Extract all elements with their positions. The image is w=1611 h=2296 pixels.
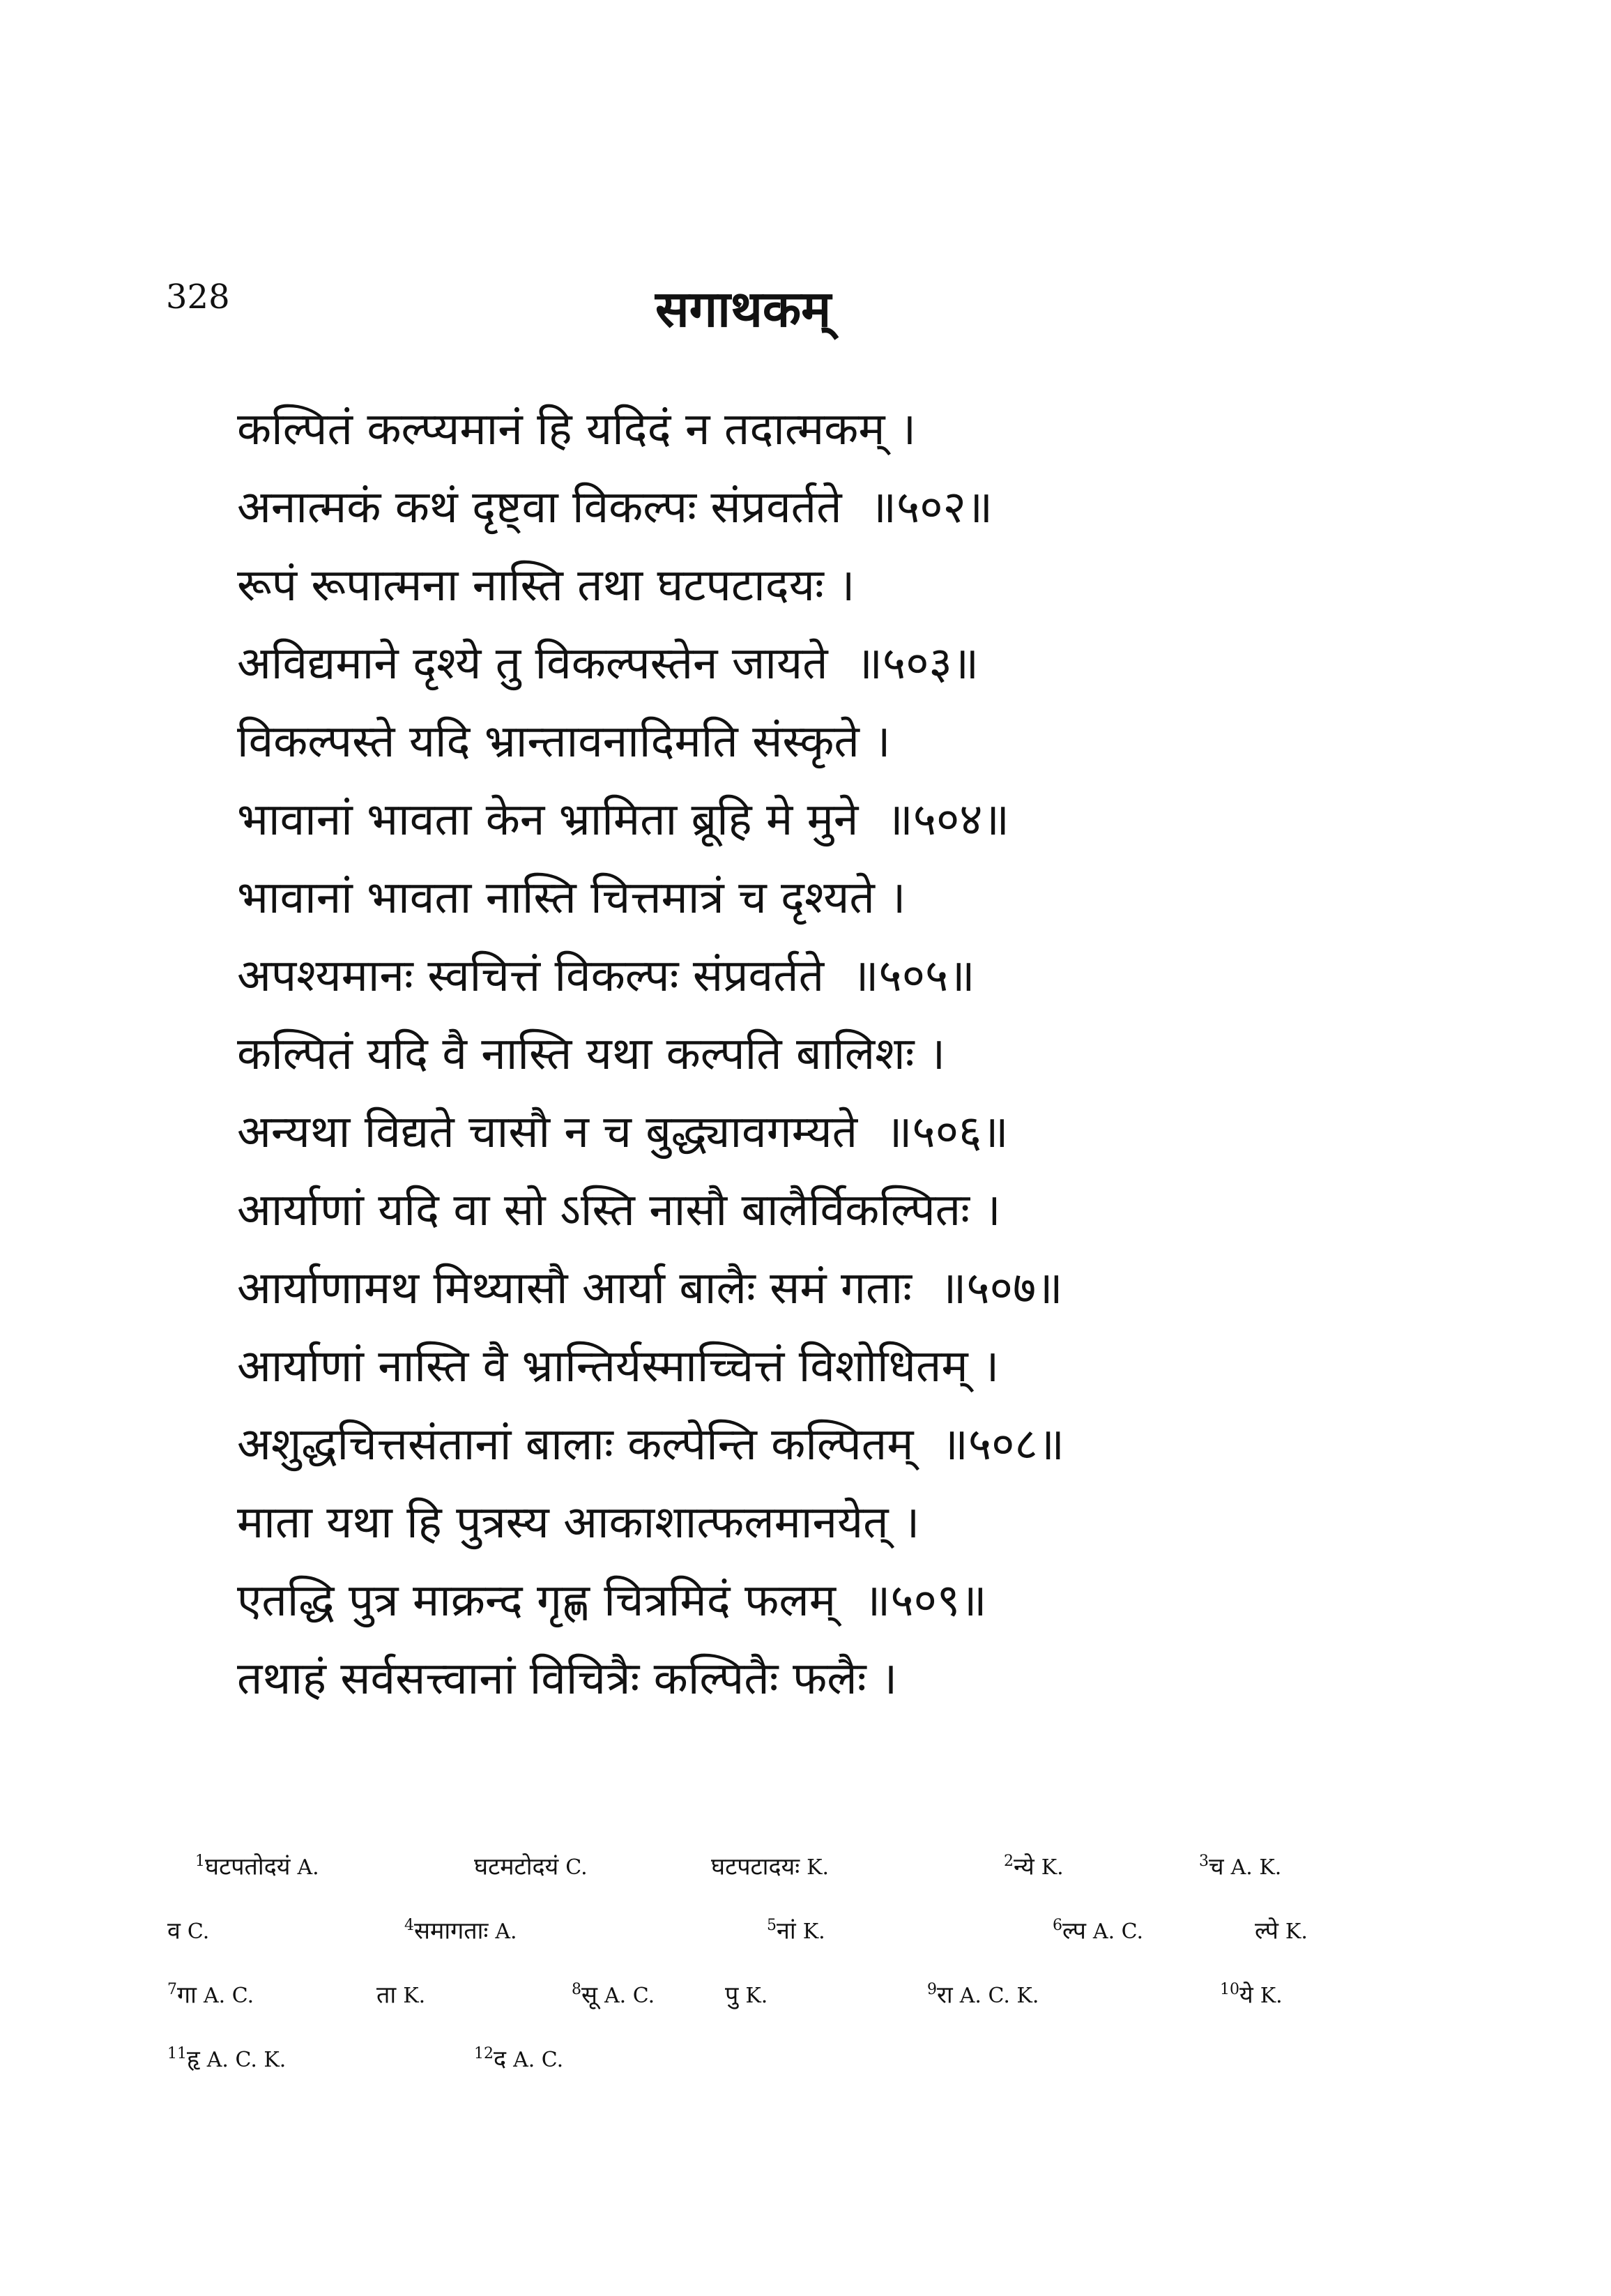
footnote-source: K. (1260, 1984, 1283, 2009)
footnote (167, 1905, 209, 1953)
footnote-source: K. (802, 1919, 825, 1945)
verse-line (237, 1406, 1436, 1484)
footnotes (167, 1841, 1352, 2097)
footnote-marker: 10 (1220, 1981, 1239, 1998)
verse-line (237, 1562, 1436, 1640)
footnote-source: A. C. (513, 2048, 564, 2073)
footnote (767, 1905, 825, 1953)
footnote-reading: ल्प (1062, 1917, 1086, 1945)
verse-text: कल्पितं कल्प्यमानं हि यदिदं न तदात्मकम् । (237, 404, 917, 455)
verse-line (237, 703, 1436, 781)
footnote (474, 2033, 563, 2081)
footnote-marker: 8 (572, 1981, 581, 1998)
footnote-source: K. (807, 1855, 830, 1880)
footnote (711, 1841, 829, 1889)
footnote (1004, 1841, 1064, 1889)
footnote-source: A. C. (604, 1984, 655, 2009)
verse-text: भावानां भावता केन भ्रामिता ब्रूहि मे मुने (237, 794, 859, 846)
verse-line (237, 469, 1436, 547)
verse-line (237, 625, 1436, 703)
footnote-source: K. (403, 1984, 426, 2009)
verse-number: ॥५०६॥ (885, 1107, 1009, 1158)
footnote-reading: घटपतोदयं (205, 1853, 291, 1881)
footnote (167, 1969, 254, 2017)
footnote-marker: 12 (474, 2045, 494, 2062)
footnote (1199, 1841, 1281, 1889)
footnote-reading: द (494, 2045, 507, 2074)
verse-text: एतद्धि पुत्र माक्रन्द गृह्ण चित्रमिदं फलम् (237, 1575, 837, 1627)
verse-text: अशुद्धचित्तसंतानां बालाः कल्पेन्ति कल्पितम् (237, 1419, 914, 1470)
footnote-source: C. (187, 1919, 210, 1945)
footnote-source: A. (495, 1919, 517, 1945)
verse-text: आर्याणामथ मिथ्यासौ आर्या बालैः समं गताः (237, 1263, 913, 1314)
footnote-source: K. (745, 1984, 768, 2009)
page-number: 328 (166, 278, 230, 317)
verse-line (237, 1328, 1436, 1406)
footnote-marker: 3 (1199, 1853, 1209, 1870)
footnote-reading: ये (1239, 1981, 1253, 2009)
verse-number: ॥५०४॥ (886, 794, 1009, 846)
verse-line (237, 390, 1436, 469)
verse-number: ॥५०७॥ (940, 1263, 1063, 1314)
verse-line (237, 781, 1436, 859)
footnote-line (167, 1905, 1352, 1969)
footnote (927, 1969, 1039, 2017)
verse-line (237, 1249, 1436, 1328)
footnote (725, 1969, 768, 2017)
footnote-source: A. K. (1230, 1855, 1282, 1880)
page-title: सगाथकम् (655, 280, 832, 338)
footnote-marker: 4 (404, 1917, 414, 1934)
verse-number: ॥५०३॥ (855, 638, 979, 690)
verse-text: माता यथा हि पुत्रस्य आकाशात्फलमानयेत् । (237, 1497, 920, 1549)
verse-text: तथाहं सर्वसत्त्वानां विचित्रैः कल्पितैः फलैः । (237, 1653, 898, 1705)
footnote-source: K. (1041, 1855, 1064, 1880)
verse-text: भावानां भावता नास्ति चित्तमात्रं च दृश्यते । (237, 872, 906, 924)
footnote-reading: गा (177, 1981, 197, 2009)
footnote-source: A. (297, 1855, 319, 1880)
verse-line (237, 1484, 1436, 1562)
verse-text: आर्याणां यदि वा सो ऽस्ति नासौ बालैर्विकल्पितः । (237, 1185, 1001, 1236)
verse-text: अपश्यमानः स्वचित्तं विकल्पः संप्रवर्तते (237, 950, 825, 1002)
verse-line (237, 547, 1436, 625)
footnote-reading: सू (581, 1981, 597, 2009)
footnote-marker: 11 (167, 2045, 187, 2062)
footnote (572, 1969, 655, 2017)
footnote-source: A. C. (203, 1984, 254, 2009)
verse-line (237, 1015, 1436, 1093)
footnote (1220, 1969, 1283, 2017)
verse-block (237, 390, 1436, 1718)
footnote-reading: व (167, 1917, 181, 1945)
footnote-reading: घटपटादयः (711, 1853, 800, 1881)
footnote-source: A. C. K. (959, 1984, 1039, 2009)
footnote-line (167, 1841, 1352, 1905)
verse-line (237, 1171, 1436, 1249)
footnote-marker: 2 (1004, 1853, 1014, 1870)
verse-number: ॥५०२॥ (869, 482, 993, 533)
footnote-marker: 1 (195, 1853, 205, 1870)
verse-text: अनात्मकं कथं दृष्ट्वा विकल्पः संप्रवर्तते (237, 482, 842, 533)
footnote (195, 1841, 319, 1889)
footnote (1255, 1905, 1308, 1953)
footnote-reading: पु (725, 1981, 739, 2009)
footnote-marker: 6 (1053, 1917, 1062, 1934)
footnote (404, 1905, 517, 1953)
verse-text: रूपं रूपात्मना नास्ति तथा घटपटादयः । (237, 560, 855, 611)
footnote-reading: रा (937, 1981, 953, 2009)
footnote-source: K. (1285, 1919, 1308, 1945)
footnote-reading: नां (777, 1917, 796, 1945)
verse-text: कल्पितं यदि वै नास्ति यथा कल्पति बालिशः । (237, 1028, 946, 1080)
verse-line (237, 859, 1436, 937)
verse-text: अन्यथा विद्यते चासौ न च बुद्ध्यावगम्यते (237, 1107, 858, 1158)
footnote-marker: 7 (167, 1981, 177, 1998)
footnote-marker: 5 (767, 1917, 777, 1934)
footnote (1053, 1905, 1143, 1953)
footnote-line (167, 2033, 1352, 2097)
footnote-line (167, 1969, 1352, 2033)
verse-number: ॥५०९॥ (864, 1575, 987, 1627)
footnote-reading: घटमटोदयं (474, 1853, 559, 1881)
footnote-reading: समागताः (414, 1917, 489, 1945)
verse-text: विकल्पस्ते यदि भ्रान्तावनादिमति संस्कृते । (237, 716, 891, 768)
footnote-reading: ता (376, 1981, 397, 2009)
footnote-reading: च (1209, 1853, 1224, 1881)
verse-line (237, 1640, 1436, 1718)
footnote-reading: हृ (187, 2045, 200, 2074)
footnote (167, 2033, 286, 2081)
footnote-reading: ल्पे (1255, 1917, 1278, 1945)
footnote-source: A. C. (1092, 1919, 1144, 1945)
verse-line (237, 1093, 1436, 1171)
footnote (376, 1969, 425, 2017)
verse-number: ॥५०८॥ (941, 1419, 1064, 1470)
footnote-reading: न्ये (1014, 1853, 1034, 1881)
verse-number: ॥५०५॥ (852, 950, 975, 1002)
footnote-source: C. (565, 1855, 588, 1880)
footnote (474, 1841, 588, 1889)
footnote-marker: 9 (927, 1981, 937, 1998)
verse-line (237, 937, 1436, 1015)
verse-text: आर्याणां नास्ति वै भ्रान्तिर्यस्माच्चित्तं विशोधितम् । (237, 1341, 1000, 1392)
verse-text: अविद्यमाने दृश्ये तु विकल्पस्तेन जायते (237, 638, 828, 690)
footnote-source: A. C. K. (206, 2048, 287, 2073)
